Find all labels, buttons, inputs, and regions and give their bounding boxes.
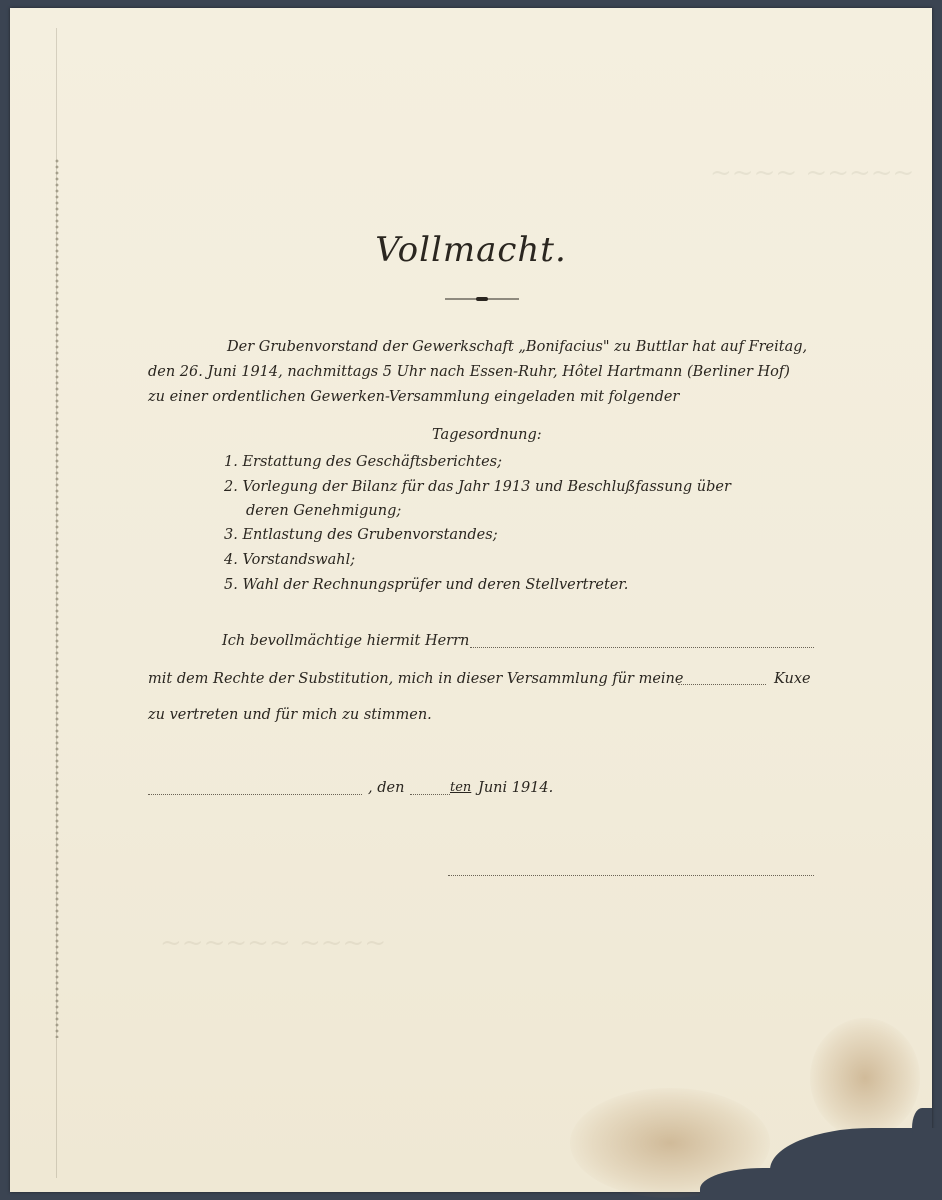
- document-title: Vollmacht.: [375, 230, 567, 270]
- agenda-item: 2. Vorlegung der Bilanz für das Jahr 1913 und Beschlußfassung über: [224, 479, 731, 495]
- agent-name-field[interactable]: [470, 647, 814, 648]
- title-ornament: [445, 296, 519, 302]
- date-month-year: Juni 1914.: [478, 780, 554, 796]
- intro-line-2: den 26. Juni 1914, nachmittags 5 Uhr nach Essen-Ruhr, Hôtel Hartmann (Berliner Hof): [148, 364, 790, 380]
- agenda-item: 4. Vorstandswahl;: [224, 552, 356, 568]
- agenda-item: 3. Entlastung des Grubenvorstandes;: [224, 527, 498, 543]
- agenda-item-continuation: deren Genehmigung;: [246, 503, 402, 519]
- bleed-through-mark: ~~~~~~ ~~~~: [160, 928, 387, 958]
- water-stain: [810, 1018, 920, 1138]
- intro-line-1: Der Grubenvorstand der Gewerkschaft „Bonifacius" zu Buttlar hat auf Freitag,: [227, 339, 808, 355]
- date-ten-suffix: ten: [450, 780, 472, 795]
- intro-line-3: zu einer ordentlichen Gewerken-Versammlung eingeladen mit folgender: [148, 389, 680, 405]
- agenda-item: 1. Erstattung des Geschäftsberichtes;: [224, 454, 502, 470]
- bleed-through-mark: ~~~~ ~~~~~: [710, 158, 915, 188]
- perforation-holes: [54, 158, 60, 1038]
- torn-edge: [912, 1108, 932, 1148]
- agenda-item: 5. Wahl der Rechnungsprüfer und deren Stellvertreter.: [224, 577, 629, 593]
- authorization-line-1: Ich bevollmächtige hiermit Herrn: [222, 633, 470, 649]
- place-field[interactable]: [148, 794, 362, 795]
- authorization-line-3: zu vertreten und für mich zu stimmen.: [148, 707, 432, 723]
- signature-field[interactable]: [448, 875, 814, 876]
- document-sheet: [10, 8, 932, 1192]
- day-field[interactable]: [410, 794, 450, 795]
- date-den-label: , den: [368, 780, 405, 796]
- kuxe-label: Kuxe: [774, 671, 811, 687]
- authorization-line-2: mit dem Rechte der Substitution, mich in dieser Versammlung für meine: [148, 671, 684, 687]
- agenda-heading: Tagesordnung:: [432, 427, 542, 443]
- kuxe-count-field[interactable]: [678, 684, 766, 685]
